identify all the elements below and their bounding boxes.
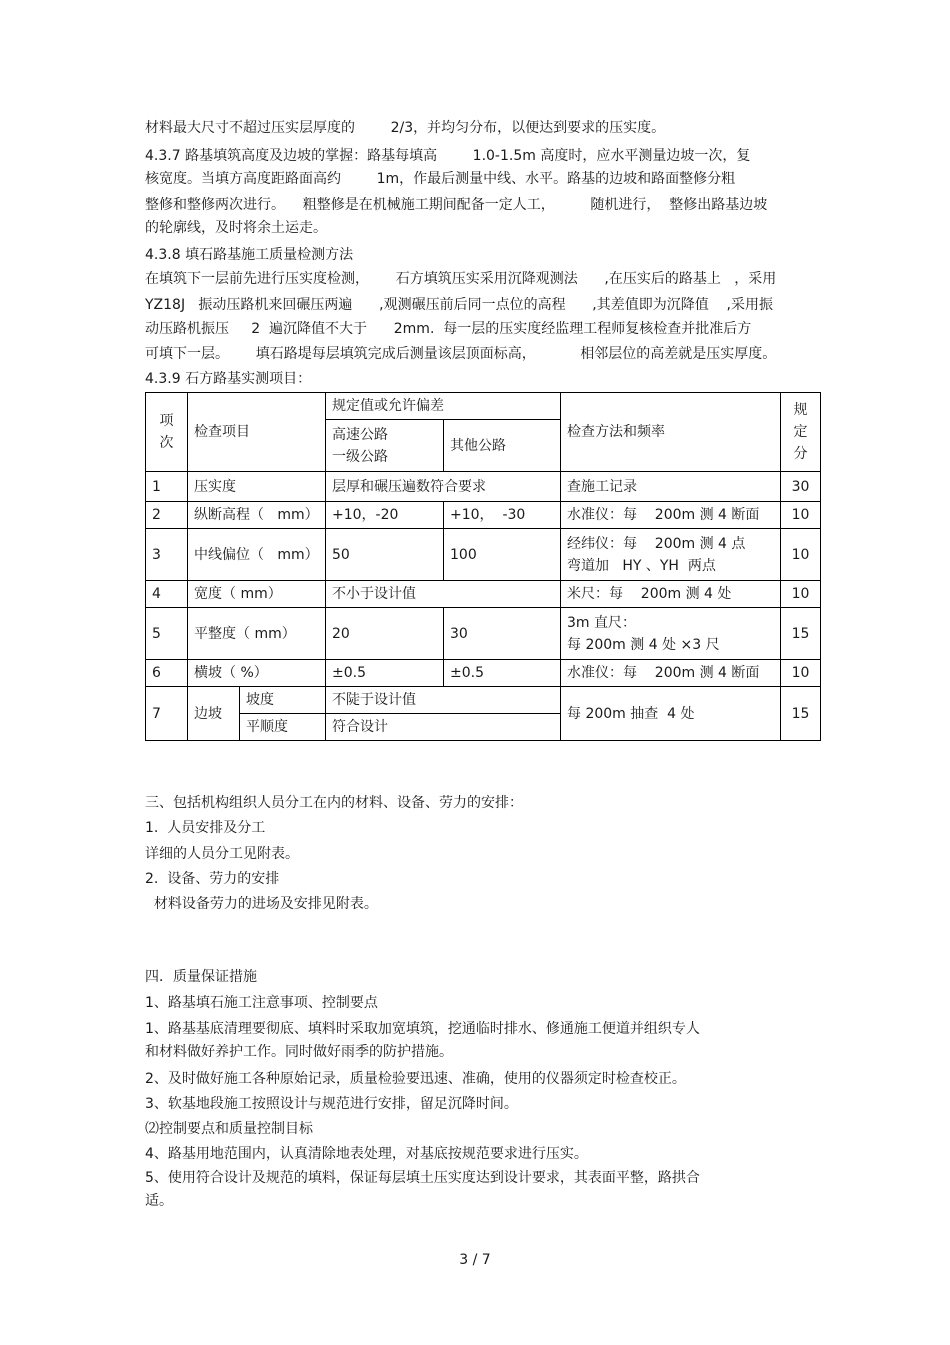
row-item: 平整度（ mm） bbox=[188, 608, 326, 660]
row-other-road: +10， -30 bbox=[444, 502, 561, 529]
row-score: 10 bbox=[781, 529, 821, 581]
list-item: 1、路基基底清理要彻底、填料时采取加宽填筑，挖通临时排水、修通施工便道并组织专人 bbox=[145, 1021, 700, 1037]
list-item: 3、软基地段施工按照设计与规范进行安排，留足沉降时间。 bbox=[145, 1096, 518, 1112]
row-method: 每 200m 抽查 4 处 bbox=[561, 687, 781, 741]
header-score: 规 定 分 bbox=[781, 393, 821, 472]
row-item: 宽度（ mm） bbox=[188, 581, 326, 608]
section-4-3-9-heading: 4.3.9 石方路基实测项目： bbox=[145, 371, 312, 387]
paragraph-line: 的轮廓线，及时将余土运走。 bbox=[145, 220, 327, 236]
row-item: 压实度 bbox=[188, 472, 326, 502]
row-method: 水准仪：每 200m 测 4 断面 bbox=[561, 502, 781, 529]
header-highway: 高速公路 一级公路 bbox=[326, 420, 444, 472]
section-4-3-8-heading: 4.3.8 填石路基施工质量检测方法 bbox=[145, 247, 354, 263]
row-highway: +10，-20 bbox=[326, 502, 444, 529]
list-item: ⑵控制要点和质量控制目标 bbox=[145, 1121, 313, 1137]
list-item: 4、路基用地范围内，认真清除地表处理，对基底按规范要求进行压实。 bbox=[145, 1146, 588, 1162]
paragraph-line: 核宽度。当填方高度距路面高约 1m，作最后测量中线、水平。路基的边坡和路面整修分粗 bbox=[145, 171, 736, 187]
row-score: 15 bbox=[781, 608, 821, 660]
row-item: 中线偏位（ mm） bbox=[188, 529, 326, 581]
row-tolerance: 不陡于设计值 bbox=[326, 687, 561, 714]
row-no: 2 bbox=[146, 502, 188, 529]
table-row bbox=[146, 529, 821, 581]
row-score: 15 bbox=[781, 687, 821, 741]
header-no: 项 次 bbox=[146, 393, 188, 472]
row-no: 4 bbox=[146, 581, 188, 608]
paragraph-line: 动压路机振压 2 遍沉降值不大于 2mm. 每一层的压实度经监理工程师复核检查并批准后方 bbox=[145, 321, 752, 337]
paragraph-line: 可填下一层。 填石路堤每层填筑完成后测量该层顶面标高， 相邻层位的高差就是压实厚度。 bbox=[145, 346, 777, 362]
row-highway: ±0.5 bbox=[326, 660, 444, 687]
row-tolerance: 层厚和碾压遍数符合要求 bbox=[326, 472, 561, 502]
table-row bbox=[146, 660, 821, 687]
row-other-road: 100 bbox=[444, 529, 561, 581]
table-row bbox=[146, 608, 821, 660]
row-method: 3m 直尺： 每 200m 测 4 处 ×3 尺 bbox=[561, 608, 781, 660]
list-item: 2、及时做好施工各种原始记录，质量检验要迅速、准确，使用的仪器须定时检查校正。 bbox=[145, 1071, 686, 1087]
row-highway: 20 bbox=[326, 608, 444, 660]
row-no: 1 bbox=[146, 472, 188, 502]
section-4-3-7-line: 4.3.7 路基填筑高度及边坡的掌握：路基每填高 1.0-1.5m 高度时，应水平测量边坡一次，复 bbox=[145, 148, 751, 164]
header-tolerance: 规定值或允许偏差 bbox=[326, 393, 561, 420]
row-other-road: ±0.5 bbox=[444, 660, 561, 687]
row-tolerance: 符合设计 bbox=[326, 714, 561, 741]
row-item: 边坡 bbox=[188, 687, 240, 741]
row-method: 查施工记录 bbox=[561, 472, 781, 502]
row-tolerance: 不小于设计值 bbox=[326, 581, 561, 608]
table-row bbox=[146, 472, 821, 502]
row-score: 10 bbox=[781, 581, 821, 608]
paragraph-line: 适。 bbox=[145, 1193, 173, 1209]
header-item: 检查项目 bbox=[188, 393, 326, 472]
list-item: 5、使用符合设计及规范的填料，保证每层填土压实度达到设计要求，其表面平整，路拱合 bbox=[145, 1170, 700, 1186]
list-item: 1、路基填石施工注意事项、控制要点 bbox=[145, 995, 378, 1011]
table-header-row bbox=[146, 393, 821, 420]
table-row bbox=[146, 581, 821, 608]
row-no: 6 bbox=[146, 660, 188, 687]
row-subitem: 坡度 bbox=[240, 687, 326, 714]
row-highway: 50 bbox=[326, 529, 444, 581]
row-item: 横坡（ %） bbox=[188, 660, 326, 687]
table-row bbox=[146, 502, 821, 529]
section-4-heading: 四．质量保证措施 bbox=[145, 969, 257, 985]
paragraph-line: 材料最大尺寸不超过压实层厚度的 2/3，并均匀分布，以便达到要求的压实度。 bbox=[145, 120, 666, 136]
list-item: 1. 人员安排及分工 bbox=[145, 820, 266, 836]
row-item: 纵断高程（ mm） bbox=[188, 502, 326, 529]
row-subitem: 平顺度 bbox=[240, 714, 326, 741]
header-method: 检查方法和频率 bbox=[561, 393, 781, 472]
header-other-road: 其他公路 bbox=[444, 420, 561, 472]
row-method: 水准仪：每 200m 测 4 断面 bbox=[561, 660, 781, 687]
paragraph-line: 整修和整修两次进行。 粗整修是在机械施工期间配备一定人工， 随机进行， 整修出路基边坡 bbox=[145, 197, 768, 213]
paragraph-line: 和材料做好养护工作。同时做好雨季的防护措施。 bbox=[145, 1044, 453, 1060]
section-3-heading: 三、包括机构组织人员分工在内的材料、设备、劳力的安排： bbox=[145, 795, 523, 811]
row-no: 7 bbox=[146, 687, 188, 741]
row-method: 经纬仪：每 200m 测 4 点 弯道加 HY 、YH 两点 bbox=[561, 529, 781, 581]
paragraph-line: 详细的人员分工见附表。 bbox=[145, 846, 299, 862]
row-score: 10 bbox=[781, 660, 821, 687]
stone-subgrade-inspection-table bbox=[145, 392, 821, 741]
paragraph-line: YZ18J 振动压路机来回碾压两遍 ,观测碾压前后同一点位的高程 ,其差值即为沉降值 ,采用振 bbox=[145, 297, 773, 313]
row-score: 10 bbox=[781, 502, 821, 529]
paragraph-line: 在填筑下一层前先进行压实度检测， 石方填筑压实采用沉降观测法 ,在压实后的路基上 ，采用 bbox=[145, 271, 777, 287]
page-number: 3 / 7 bbox=[459, 1252, 491, 1268]
row-no: 3 bbox=[146, 529, 188, 581]
row-no: 5 bbox=[146, 608, 188, 660]
row-method: 米尺：每 200m 测 4 处 bbox=[561, 581, 781, 608]
table-row bbox=[146, 687, 821, 714]
paragraph-line: 材料设备劳力的进场及安排见附表。 bbox=[145, 896, 378, 912]
list-item: 2. 设备、劳力的安排 bbox=[145, 871, 280, 887]
row-other-road: 30 bbox=[444, 608, 561, 660]
row-score: 30 bbox=[781, 472, 821, 502]
